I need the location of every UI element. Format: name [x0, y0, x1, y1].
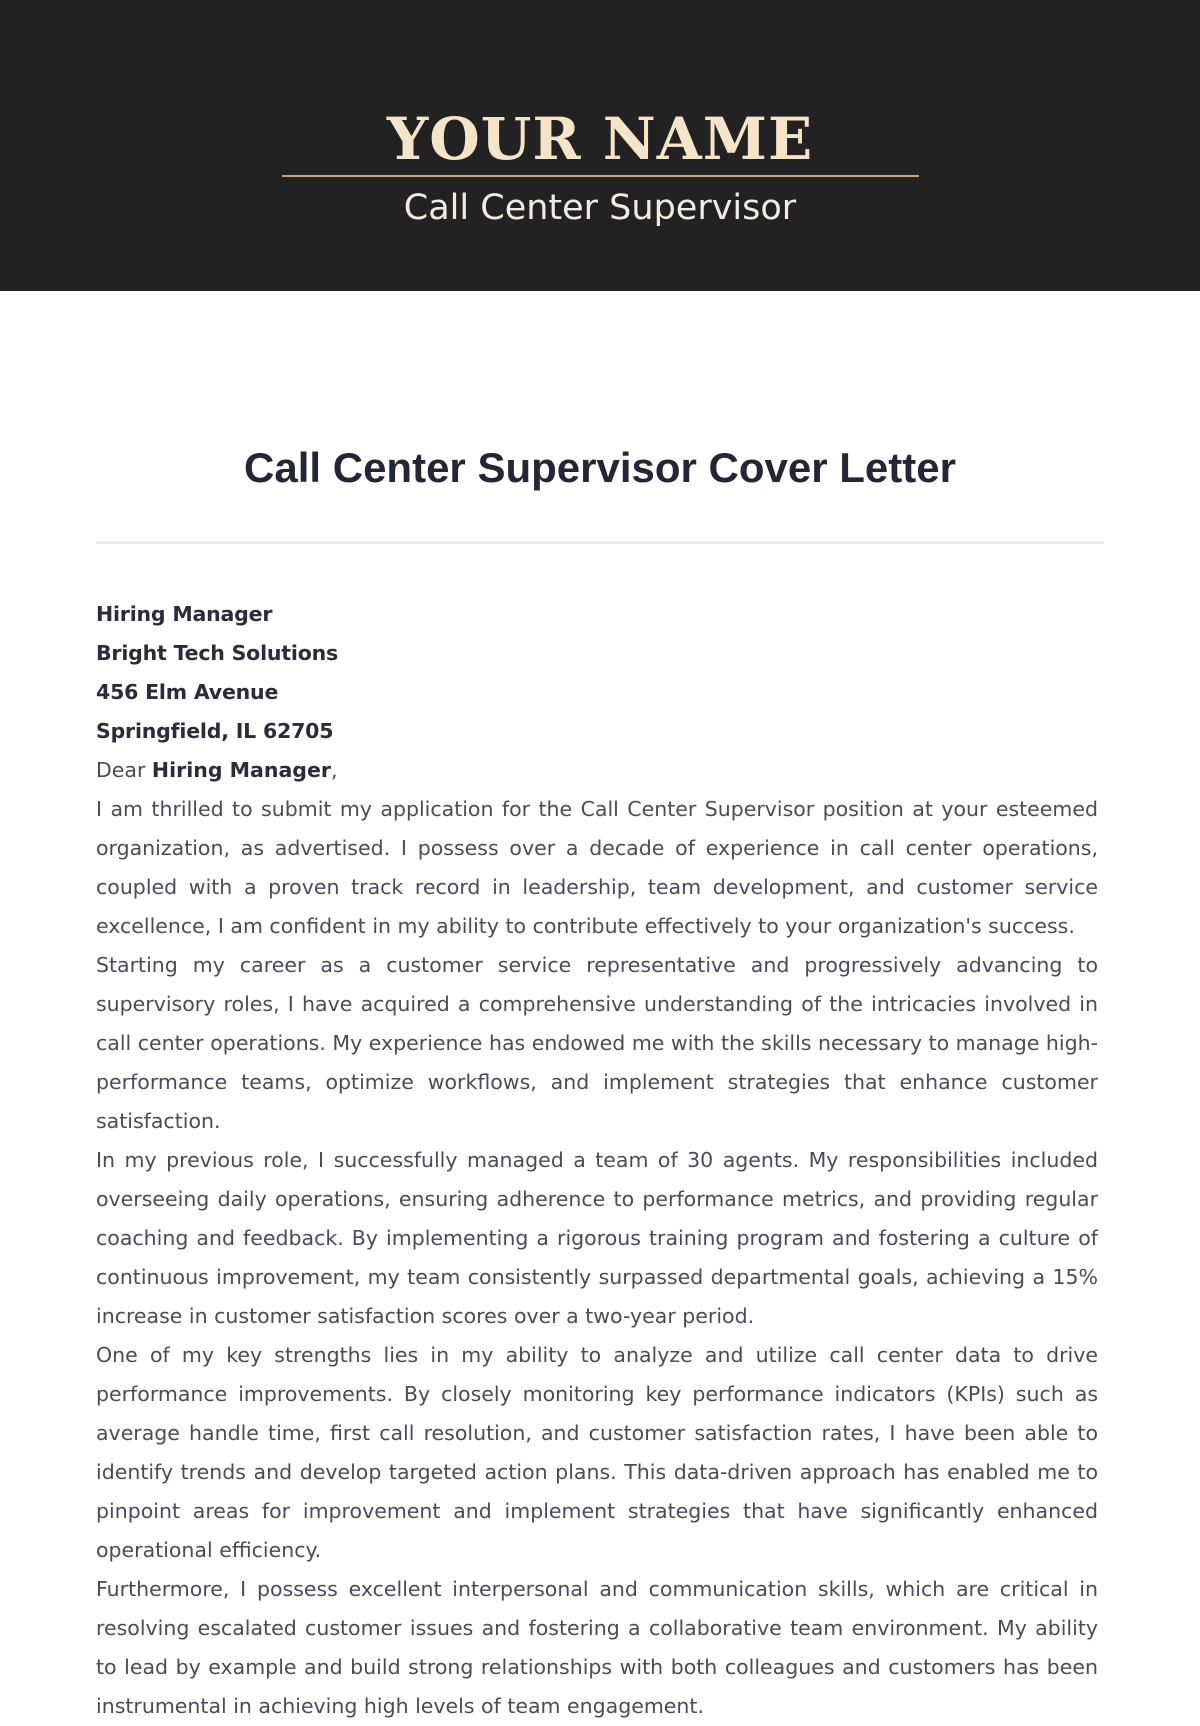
title-divider	[96, 541, 1104, 544]
salutation	[96, 751, 1098, 790]
recipient-company: Bright Tech Solutions	[96, 641, 338, 665]
applicant-job-title: Call Center Supervisor	[403, 188, 797, 228]
recipient-street: 456 Elm Avenue	[96, 680, 279, 704]
paragraph-career: Starting my career as a customer service representative and progressively advancing to supervisory roles, I have acquired a comprehensive understanding of the intricacies involved in call center operations. My experience has endowed me with the skills necessary to manage high-performance teams, optimize workflows, and implement strategies that enhance customer satisfaction.	[96, 953, 1098, 1133]
applicant-name: YOUR NAME	[386, 105, 814, 173]
paragraph-intro: I am thrilled to submit my application for the Call Center Supervisor position at your esteemed organization, as advertised. I possess over a decade of experience in call center operations, coupled with a proven track record in leadership, team development, and customer service excellence, I am confident in my ability to contribute effectively to your organization's success.	[96, 797, 1098, 938]
salutation-prefix: Dear	[96, 758, 146, 782]
paragraph-data-analysis: One of my key strengths lies in my ability to analyze and utilize call center data to drive performance improvements. By closely monitoring key performance indicators (KPIs) such as average handle time, first call resolution, and customer satisfaction rates, I have been able to identify trends and develop targeted action plans. This data-driven approach has enabled me to pinpoint areas for improvement and implement strategies that have significantly enhanced operational efficiency.	[96, 1343, 1098, 1562]
recipient-city: Springfield, IL 62705	[96, 719, 334, 743]
letter-body	[96, 595, 1098, 1726]
paragraph-interpersonal: Furthermore, I possess excellent interpersonal and communication skills, which are critical in resolving escalated customer issues and fostering a collaborative team environment. My ability to lead by example and build strong relationships with both colleagues and customers has been instrumental in achieving high levels of team engagement.	[96, 1577, 1098, 1718]
salutation-name: Hiring Manager	[151, 758, 331, 782]
header-divider	[282, 175, 919, 177]
recipient-role: Hiring Manager	[96, 602, 273, 626]
paragraph-previous-role: In my previous role, I successfully managed a team of 30 agents. My responsibilities included overseeing daily operations, ensuring adherence to performance metrics, and providing regular coaching and feedback. By implementing a rigorous training program and fostering a culture of continuous improvement, my team consistently surpassed departmental goals, achieving a 15% increase in customer satisfaction scores over a two-year period.	[96, 1148, 1098, 1328]
header-banner	[0, 0, 1200, 291]
salutation-suffix: ,	[331, 758, 338, 782]
document-title: Call Center Supervisor Cover Letter	[244, 444, 956, 491]
